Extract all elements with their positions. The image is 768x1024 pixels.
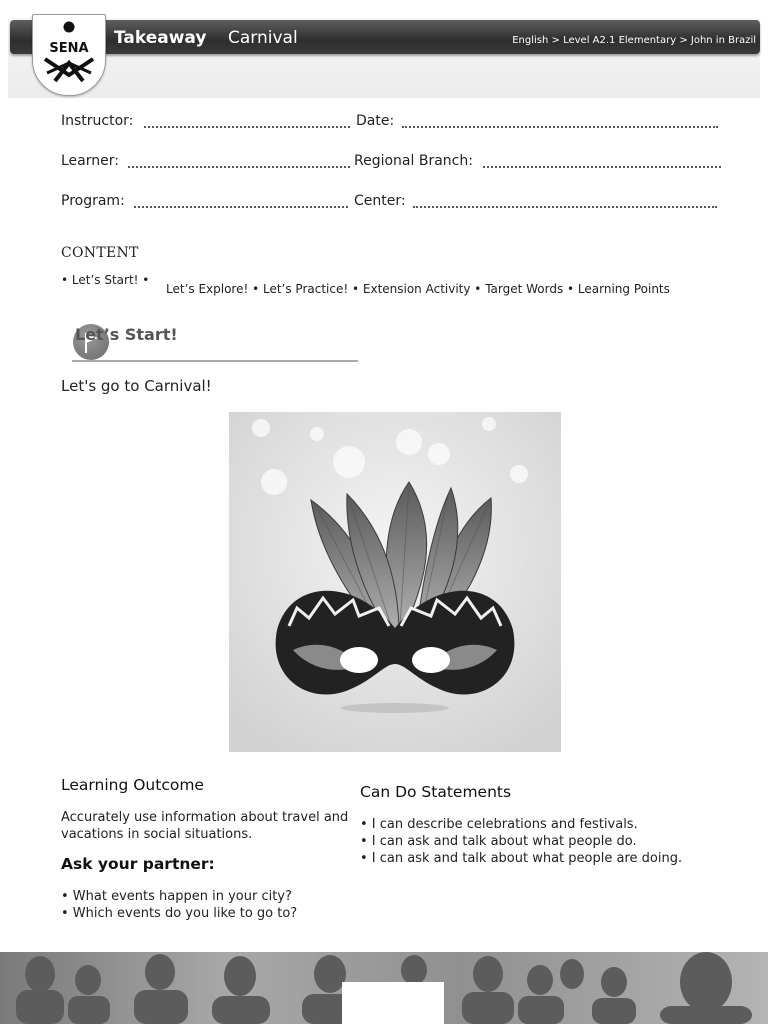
content-toc-rest: Let’s Explore! • Let’s Practice! • Extension Activity • Target Words • Learning Points: [166, 282, 670, 296]
ask-partner-heading: Ask your partner:: [61, 855, 215, 873]
document-title: Takeaway: [114, 28, 207, 48]
learner-label: Learner:: [61, 153, 119, 169]
learning-outcome-heading: Learning Outcome: [61, 776, 204, 794]
breadcrumb: English > Level A2.1 Elementary > John in Brazil: [512, 35, 756, 46]
learning-outcome-text: Accurately use information about travel and vacations in social situations.: [61, 810, 349, 842]
list-item: • I can describe celebrations and festivals.: [360, 817, 638, 832]
center-field[interactable]: [413, 206, 717, 208]
list-item: • I can ask and talk about what people are doing.: [360, 851, 683, 866]
learner-field[interactable]: [128, 166, 350, 168]
section-intro: Let's go to Carnival!: [61, 377, 212, 395]
instructor-label: Instructor:: [61, 113, 134, 129]
ask-partner-list: [61, 888, 297, 922]
regional-branch-field[interactable]: [483, 166, 721, 168]
date-field[interactable]: [402, 126, 718, 128]
can-do-list: [360, 816, 682, 867]
footer-photo-strip: [0, 952, 768, 1024]
instructor-field[interactable]: [144, 126, 350, 128]
list-item: • What events happen in your city?: [61, 889, 292, 904]
carnival-mask-image: [229, 412, 561, 752]
section-divider: [72, 360, 358, 362]
center-label: Center:: [354, 193, 406, 209]
document-subtitle: Carnival: [228, 28, 298, 48]
program-label: Program:: [61, 193, 125, 209]
program-field[interactable]: [134, 206, 348, 208]
can-do-heading: Can Do Statements: [360, 783, 512, 801]
content-heading: CONTENT: [61, 245, 139, 261]
list-item: • I can ask and talk about what people do.: [360, 834, 637, 849]
section-title: Let’s Start!: [75, 325, 178, 344]
sena-logo: [32, 14, 106, 96]
date-label: Date:: [356, 113, 395, 129]
svg-text:SENA: SENA: [49, 41, 89, 56]
regional-branch-label: Regional Branch:: [354, 153, 473, 169]
list-item: • Which events do you like to go to?: [61, 906, 298, 921]
content-toc-first: • Let’s Start! •: [61, 273, 150, 287]
